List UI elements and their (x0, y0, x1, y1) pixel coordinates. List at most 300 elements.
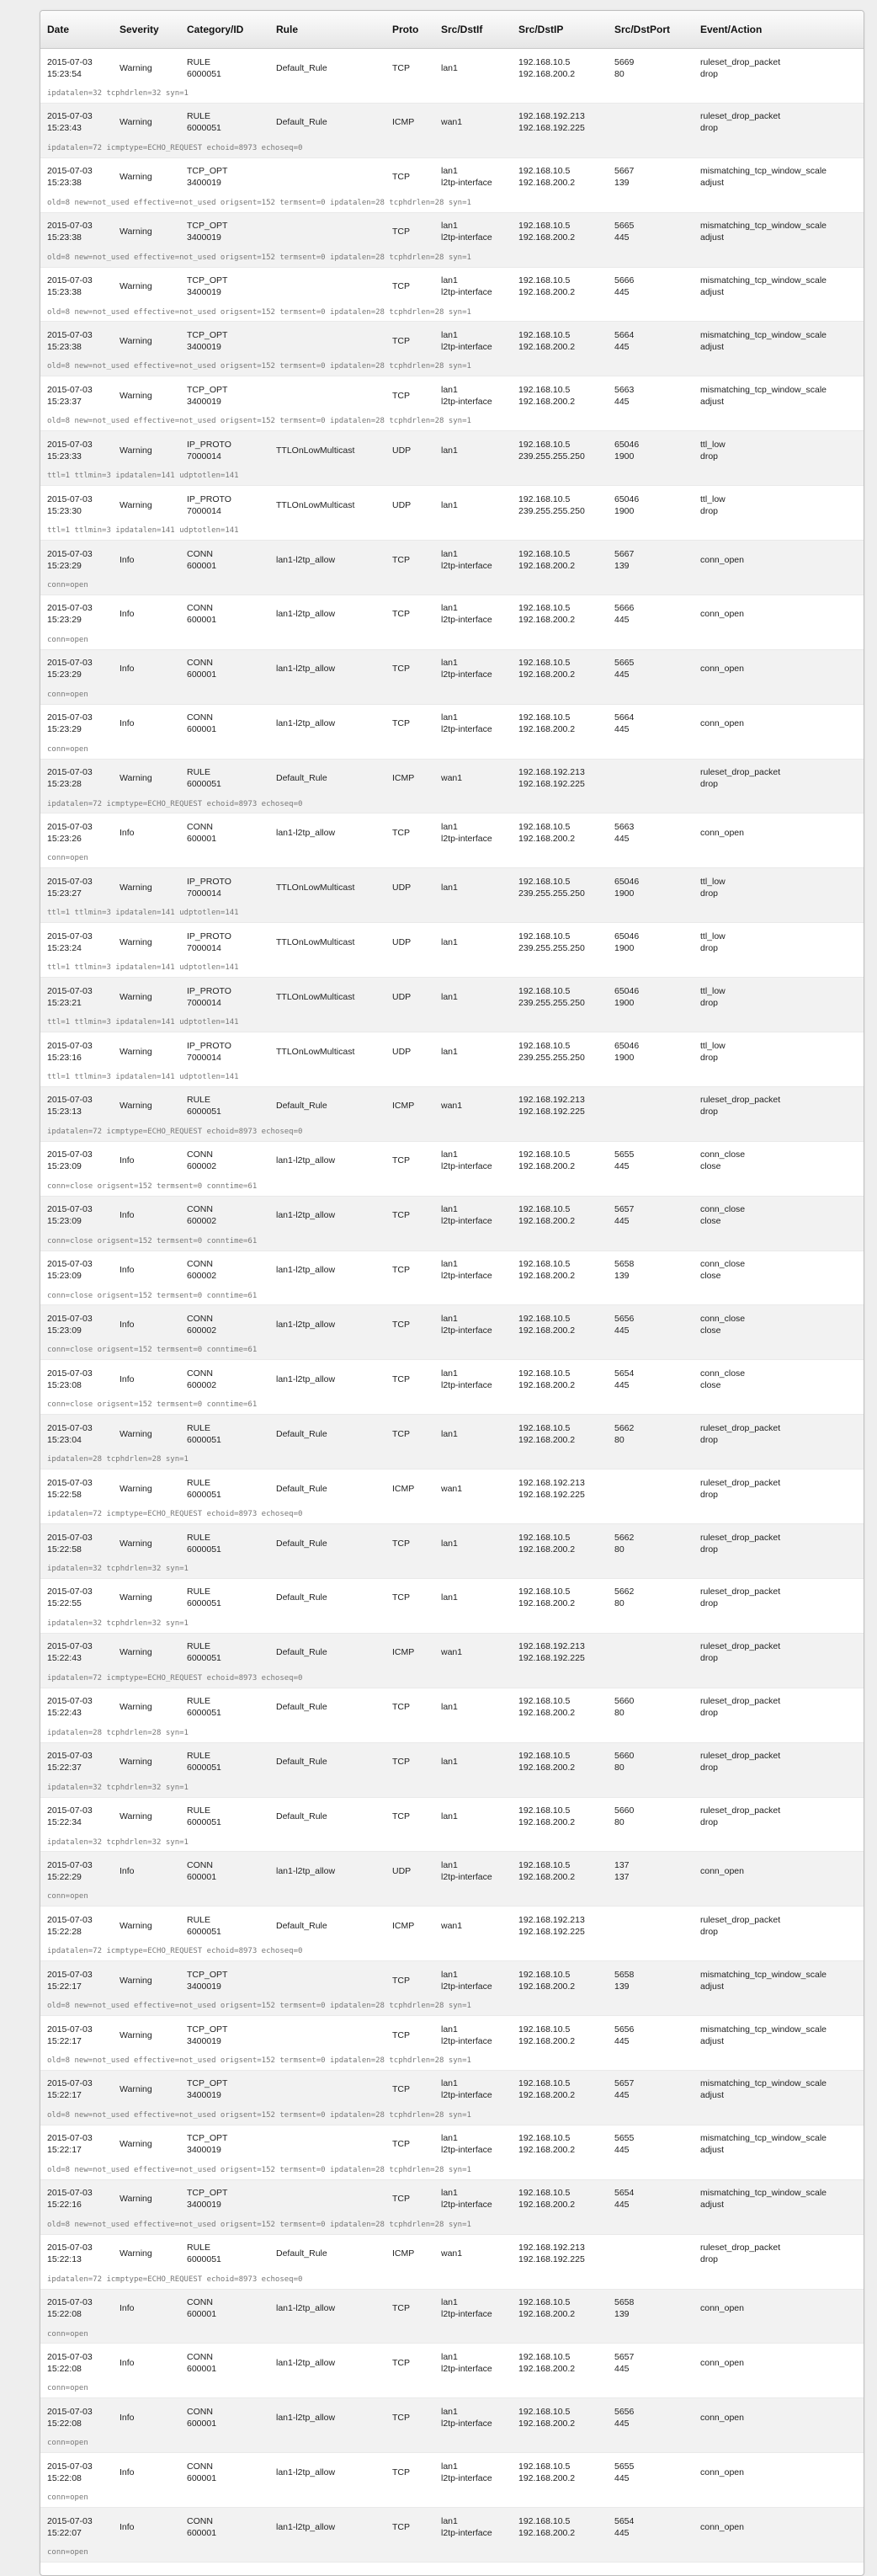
cell-port-secondary: 1900 (614, 997, 635, 1008)
cell-event-primary: ttl_low (700, 876, 726, 887)
cell-ip (512, 2515, 608, 2539)
cell-severity: Warning (120, 172, 152, 183)
cell-ip (512, 384, 608, 408)
table-row[interactable] (40, 868, 864, 923)
cell-severity: Warning (120, 390, 152, 401)
cell-date-primary: 2015-07-03 (47, 2078, 93, 2089)
cell-proto: ICMP (392, 1101, 415, 1112)
cell-interface (434, 499, 512, 511)
cell-event-primary: mismatching_tcp_window_scale (700, 329, 827, 340)
table-row[interactable] (40, 49, 864, 104)
cell-ip-primary: 192.168.10.5 (518, 221, 571, 232)
cell-event-primary: ttl_low (700, 439, 726, 450)
cell-port-primary: 5656 (614, 1313, 635, 1324)
cell-ip-secondary: 192.168.200.2 (518, 287, 576, 298)
cell-interface-primary: lan1 (441, 548, 458, 559)
cell-ip-primary: 192.168.10.5 (518, 1422, 571, 1433)
cell-event-primary: ruleset_drop_packet (700, 1422, 781, 1433)
cell-proto: TCP (392, 1975, 410, 1986)
cell-proto: TCP (392, 335, 410, 346)
cell-event-primary: ttl_low (700, 985, 726, 996)
cell-date-primary: 2015-07-03 (47, 1422, 93, 1433)
table-row[interactable] (40, 1360, 864, 1415)
cell-date-primary: 2015-07-03 (47, 111, 93, 122)
cell-date-secondary: 15:23:43 (47, 123, 82, 134)
cell-interface (434, 936, 512, 948)
cell-event-secondary: adjust (700, 2035, 725, 2046)
table-row[interactable] (40, 2453, 864, 2508)
cell-date-primary: 2015-07-03 (47, 931, 93, 941)
cell-severity: Info (120, 2467, 135, 2477)
cell-port-primary: 5658 (614, 1969, 635, 1980)
cell-interface (434, 1313, 512, 1336)
cell-interface (434, 116, 512, 128)
cell-ip (512, 1368, 608, 1391)
cell-ip (512, 2406, 608, 2429)
table-row[interactable] (40, 2290, 864, 2344)
cell-category (180, 1859, 269, 1883)
cell-ip-secondary: 192.168.200.2 (518, 1161, 576, 1172)
table-row[interactable] (40, 158, 864, 213)
cell-date-primary: 2015-07-03 (47, 221, 93, 232)
cell-port-secondary: 1900 (614, 888, 635, 899)
cell-interface (434, 1538, 512, 1549)
cell-port-primary: 5657 (614, 2078, 635, 2089)
row-detail: old=8 new=not_used effective=not_used origsent=152 termsent=0 ipdatalen=28 tcphdrlen=28 syn=1 (47, 2165, 471, 2174)
cell-event-secondary: drop (700, 2254, 719, 2265)
cell-date (40, 2351, 113, 2375)
cell-category (180, 2077, 269, 2101)
table-row[interactable] (40, 541, 864, 595)
table-row[interactable] (40, 2344, 864, 2398)
cell-event-secondary: drop (700, 1544, 719, 1555)
cell-event (694, 1203, 864, 1227)
table-row[interactable] (40, 1087, 864, 1142)
cell-severity: Warning (120, 1920, 152, 1931)
table-row[interactable] (40, 1634, 864, 1688)
table-body (40, 49, 864, 2563)
cell-severity: Warning (120, 1483, 152, 1494)
cell-date-secondary: 15:22:17 (47, 2090, 82, 2101)
cell-ip (512, 712, 608, 735)
cell-rule: lan1-l2tp_allow (276, 2467, 336, 2477)
cell-event-secondary: drop (700, 888, 719, 899)
cell-ip-primary: 192.168.192.213 (518, 2243, 585, 2253)
cell-ip-primary: 192.168.10.5 (518, 548, 571, 559)
cell-interface (434, 1258, 512, 1282)
cell-severity: Warning (120, 1592, 152, 1603)
cell-port-primary: 5667 (614, 166, 635, 177)
cell-ip (512, 931, 608, 954)
cell-interface-primary: lan1 (441, 1428, 458, 1439)
cell-interface (434, 548, 512, 572)
table-row[interactable] (40, 1415, 864, 1469)
cell-event (694, 1914, 864, 1938)
column-header-severity[interactable]: Severity (120, 24, 159, 35)
cell-date (40, 985, 113, 1009)
cell-interface-primary: lan1 (441, 1811, 458, 1821)
cell-ip (512, 1477, 608, 1501)
cell-category (180, 2351, 269, 2375)
cell-event-secondary: drop (700, 1598, 719, 1609)
cell-proto: TCP (392, 554, 410, 565)
cell-date-secondary: 15:22:17 (47, 2145, 82, 2156)
cell-ip (512, 1094, 608, 1117)
cell-interface-primary: lan1 (441, 1204, 458, 1215)
cell-event-secondary: drop (700, 1817, 719, 1827)
cell-interface (434, 1646, 512, 1658)
table-row[interactable] (40, 1579, 864, 1634)
table-row[interactable] (40, 2071, 864, 2125)
cell-category-primary: RULE (187, 2243, 211, 2253)
cell-event-primary: mismatching_tcp_window_scale (700, 2188, 827, 2199)
table-row[interactable] (40, 1305, 864, 1360)
cell-interface (434, 2187, 512, 2211)
cell-category (180, 1422, 269, 1446)
table-row[interactable] (40, 1688, 864, 1743)
cell-event (694, 1695, 864, 1719)
cell-port-secondary: 445 (614, 287, 630, 298)
cell-port-secondary: 1900 (614, 451, 635, 461)
cell-interface (434, 1859, 512, 1883)
cell-interface (434, 1046, 512, 1058)
cell-event (694, 493, 864, 517)
row-detail: old=8 new=not_used effective=not_used origsent=152 termsent=0 ipdatalen=28 tcphdrlen=28 syn=1 (47, 198, 471, 207)
table-row[interactable] (40, 650, 864, 705)
cell-port-secondary: 137 (614, 1871, 630, 1882)
cell-severity: Info (120, 1865, 135, 1876)
row-detail: ipdatalen=32 tcphdrlen=32 syn=1 (47, 89, 189, 98)
cell-ip-secondary: 192.168.200.2 (518, 833, 576, 844)
cell-date-secondary: 15:23:08 (47, 1379, 82, 1390)
column-header-date[interactable]: Date (47, 24, 70, 35)
table-row[interactable] (40, 104, 864, 158)
cell-port (608, 602, 694, 626)
cell-category-secondary: 6000051 (187, 1107, 221, 1117)
cell-category-secondary: 3400019 (187, 2035, 221, 2046)
table-row[interactable] (40, 2016, 864, 2071)
column-header-ip[interactable]: Src/DstIP (518, 24, 564, 35)
cell-rule: TTLOnLowMulticast (276, 499, 355, 510)
cell-ip (512, 2024, 608, 2047)
cell-ip (512, 2077, 608, 2101)
cell-ip (512, 1258, 608, 1282)
cell-proto: ICMP (392, 1483, 415, 1494)
cell-proto: ICMP (392, 773, 415, 784)
cell-interface (434, 62, 512, 74)
table-row[interactable] (40, 595, 864, 650)
cell-category-primary: IP_PROTO (187, 1040, 231, 1051)
cell-category-primary: TCP_OPT (187, 329, 228, 340)
cell-category-secondary: 6000051 (187, 123, 221, 134)
cell-date-primary: 2015-07-03 (47, 1969, 93, 1980)
cell-interface-secondary: l2tp-interface (441, 1216, 492, 1227)
table-row[interactable] (40, 1251, 864, 1306)
cell-proto: UDP (392, 499, 412, 510)
cell-category-primary: TCP_OPT (187, 275, 228, 286)
cell-port (608, 1969, 694, 1992)
cell-category (180, 931, 269, 954)
cell-ip-primary: 192.168.10.5 (518, 1313, 571, 1324)
cell-ip-secondary: 192.168.200.2 (518, 2145, 576, 2156)
cell-ip (512, 1203, 608, 1227)
cell-rule: TTLOnLowMulticast (276, 1046, 355, 1057)
cell-ip-primary: 192.168.10.5 (518, 56, 571, 67)
column-header-proto[interactable]: Proto (392, 24, 419, 35)
cell-event-primary: ruleset_drop_packet (700, 1914, 781, 1925)
cell-category-secondary: 6000051 (187, 2254, 221, 2265)
cell-interface-primary: lan1 (441, 821, 458, 832)
cell-port-primary: 5663 (614, 384, 635, 395)
cell-port (608, 821, 694, 845)
cell-date (40, 1040, 113, 1064)
table-row[interactable] (40, 813, 864, 868)
cell-category-primary: RULE (187, 1914, 211, 1925)
cell-date-secondary: 15:23:09 (47, 1325, 82, 1336)
cell-date-secondary: 15:23:24 (47, 942, 82, 953)
cell-severity: Warning (120, 936, 152, 947)
cell-rule: TTLOnLowMulticast (276, 882, 355, 893)
table-row[interactable] (40, 1032, 864, 1087)
table-row[interactable] (40, 1142, 864, 1197)
cell-interface (434, 2024, 512, 2047)
cell-ip (512, 493, 608, 517)
cell-category-secondary: 3400019 (187, 232, 221, 243)
table-row[interactable] (40, 376, 864, 431)
cell-event-secondary: adjust (700, 2200, 725, 2211)
cell-category-primary: TCP_OPT (187, 2188, 228, 2199)
cell-port (608, 1258, 694, 1282)
cell-event-secondary: close (700, 1271, 721, 1282)
cell-rule: Default_Rule (276, 1428, 327, 1439)
cell-category-secondary: 7000014 (187, 942, 221, 953)
row-detail: conn=open (47, 2548, 88, 2557)
cell-event-secondary: drop (700, 123, 719, 134)
cell-proto: TCP (392, 62, 410, 73)
cell-ip (512, 275, 608, 298)
cell-ip (512, 1586, 608, 1609)
cell-interface (434, 821, 512, 845)
cell-rule: lan1-l2tp_allow (276, 664, 336, 675)
column-header-port[interactable]: Src/DstPort (614, 24, 671, 35)
column-header-category[interactable]: Category/ID (187, 24, 244, 35)
table-row[interactable] (40, 1469, 864, 1524)
cell-interface-secondary: l2tp-interface (441, 2309, 492, 2320)
table-row[interactable] (40, 2125, 864, 2180)
cell-category (180, 2187, 269, 2211)
table-row[interactable] (40, 322, 864, 376)
cell-category-secondary: 6000051 (187, 68, 221, 79)
cell-ip (512, 1149, 608, 1172)
cell-port-secondary: 80 (614, 1434, 625, 1445)
table-row[interactable] (40, 268, 864, 323)
column-header-rule[interactable]: Rule (276, 24, 299, 35)
cell-date-primary: 2015-07-03 (47, 1532, 93, 1543)
cell-category-secondary: 600002 (187, 1379, 217, 1390)
table-row[interactable] (40, 431, 864, 486)
table-row[interactable] (40, 1743, 864, 1798)
table-row[interactable] (40, 978, 864, 1032)
cell-interface (434, 1592, 512, 1603)
cell-event (694, 384, 864, 408)
cell-date (40, 1586, 113, 1609)
cell-date-primary: 2015-07-03 (47, 767, 93, 778)
table-row[interactable] (40, 1961, 864, 2016)
cell-rule: Default_Rule (276, 1702, 327, 1713)
cell-proto: TCP (392, 2084, 410, 2095)
table-row[interactable] (40, 1798, 864, 1853)
cell-category-secondary: 6000051 (187, 1598, 221, 1609)
cell-category (180, 384, 269, 408)
table-row[interactable] (40, 1197, 864, 1251)
cell-interface-secondary: l2tp-interface (441, 178, 492, 189)
table-row[interactable] (40, 1907, 864, 1961)
column-header-event[interactable]: Event/Action (700, 24, 763, 35)
cell-category-primary: RULE (187, 56, 211, 67)
cell-ip-primary: 192.168.10.5 (518, 2188, 571, 2199)
table-row[interactable] (40, 2398, 864, 2453)
cell-rule: Default_Rule (276, 1101, 327, 1112)
row-detail: ipdatalen=72 icmptype=ECHO_REQUEST echoid=8973 echoseq=0 (47, 1947, 303, 1956)
cell-category-secondary: 600001 (187, 2418, 217, 2429)
cell-event (694, 1805, 864, 1828)
table-row[interactable] (40, 1852, 864, 1907)
cell-port (608, 1805, 694, 1828)
cell-severity: Warning (120, 1538, 152, 1549)
cell-proto: UDP (392, 1865, 412, 1876)
cell-date (40, 2406, 113, 2429)
log-table-panel (40, 10, 864, 2576)
cell-port-primary: 5655 (614, 2461, 635, 2472)
table-row[interactable] (40, 1524, 864, 1579)
cell-port-primary: 5655 (614, 1149, 635, 1160)
cell-interface-primary: wan1 (441, 773, 463, 784)
cell-severity: Info (120, 2412, 135, 2423)
cell-proto: UDP (392, 936, 412, 947)
cell-severity: Info (120, 718, 135, 729)
cell-date (40, 1203, 113, 1227)
cell-event (694, 1477, 864, 1501)
cell-interface (434, 1368, 512, 1391)
cell-port (608, 56, 694, 80)
row-detail: ipdatalen=28 tcphdrlen=28 syn=1 (47, 1455, 189, 1464)
cell-interface-primary: lan1 (441, 1259, 458, 1270)
table-row[interactable] (40, 486, 864, 541)
table-row[interactable] (40, 2508, 864, 2563)
cell-port (608, 1422, 694, 1446)
column-header-interface[interactable]: Src/DstIf (441, 24, 483, 35)
cell-port (608, 985, 694, 1009)
cell-interface-secondary: l2tp-interface (441, 2145, 492, 2156)
cell-ip (512, 1422, 608, 1446)
cell-interface (434, 1701, 512, 1713)
cell-date-primary: 2015-07-03 (47, 1751, 93, 1762)
cell-event-secondary: adjust (700, 232, 725, 243)
cell-rule: lan1-l2tp_allow (276, 2521, 336, 2532)
cell-category-secondary: 600001 (187, 833, 217, 844)
cell-event-secondary: drop (700, 1052, 719, 1063)
cell-category-secondary: 6000051 (187, 1434, 221, 1445)
cell-category-secondary: 600002 (187, 1271, 217, 1282)
cell-event (694, 1969, 864, 1992)
cell-interface-primary: lan1 (441, 2133, 458, 2144)
cell-ip (512, 2351, 608, 2375)
cell-category (180, 766, 269, 790)
cell-ip-primary: 192.168.10.5 (518, 1696, 571, 1707)
cell-event-secondary: drop (700, 942, 719, 953)
cell-date-primary: 2015-07-03 (47, 1805, 93, 1816)
cell-port (608, 2077, 694, 2101)
cell-event-secondary: drop (700, 68, 719, 79)
cell-category-secondary: 6000051 (187, 1817, 221, 1827)
cell-date-primary: 2015-07-03 (47, 1368, 93, 1379)
cell-category (180, 275, 269, 298)
cell-category (180, 602, 269, 626)
cell-category (180, 1586, 269, 1609)
cell-port-secondary: 445 (614, 2090, 630, 2101)
cell-interface-primary: wan1 (441, 1920, 463, 1931)
cell-interface (434, 2132, 512, 2156)
cell-category-primary: RULE (187, 1532, 211, 1543)
cell-severity: Warning (120, 1757, 152, 1768)
cell-event-primary: mismatching_tcp_window_scale (700, 384, 827, 395)
cell-ip-primary: 192.168.10.5 (518, 985, 571, 996)
cell-category-secondary: 3400019 (187, 178, 221, 189)
row-detail: ttl=1 ttlmin=3 ipdatalen=141 udptotlen=141 (47, 909, 239, 918)
cell-severity: Info (120, 2303, 135, 2314)
table-row[interactable] (40, 213, 864, 268)
cell-interface (434, 445, 512, 456)
cell-port-secondary: 1900 (614, 1052, 635, 1063)
row-detail: old=8 new=not_used effective=not_used origsent=152 termsent=0 ipdatalen=28 tcphdrlen=28 syn=1 (47, 417, 471, 426)
table-row[interactable] (40, 2180, 864, 2235)
table-row[interactable] (40, 705, 864, 760)
cell-date-secondary: 15:23:09 (47, 1161, 82, 1172)
table-row[interactable] (40, 923, 864, 978)
cell-rule: Default_Rule (276, 62, 327, 73)
cell-port (608, 1750, 694, 1773)
cell-rule: Default_Rule (276, 1592, 327, 1603)
row-detail: old=8 new=not_used effective=not_used origsent=152 termsent=0 ipdatalen=28 tcphdrlen=28 syn=1 (47, 253, 471, 262)
cell-event (694, 1586, 864, 1609)
cell-interface-secondary: l2tp-interface (441, 724, 492, 735)
row-detail: ipdatalen=32 tcphdrlen=32 syn=1 (47, 1565, 189, 1574)
cell-rule: Default_Rule (276, 1757, 327, 1768)
cell-port-primary: 5654 (614, 2515, 635, 2526)
cell-date-primary: 2015-07-03 (47, 2406, 93, 2417)
cell-date (40, 165, 113, 189)
cell-severity: Warning (120, 2248, 152, 2259)
table-row[interactable] (40, 2235, 864, 2290)
cell-event (694, 110, 864, 134)
cell-severity: Warning (120, 281, 152, 292)
cell-date-primary: 2015-07-03 (47, 658, 93, 669)
cell-category-primary: CONN (187, 1149, 213, 1160)
cell-rule: TTLOnLowMulticast (276, 991, 355, 1002)
cell-date-secondary: 15:22:17 (47, 1981, 82, 1992)
cell-severity: Info (120, 1319, 135, 1330)
cell-date-secondary: 15:23:29 (47, 615, 82, 626)
cell-proto: TCP (392, 1757, 410, 1768)
table-row[interactable] (40, 760, 864, 814)
cell-event-primary: conn_open (700, 2521, 744, 2532)
cell-date (40, 1149, 113, 1172)
cell-ip-secondary: 192.168.200.2 (518, 1271, 576, 1282)
row-detail: conn=open (47, 1892, 88, 1901)
cell-category (180, 439, 269, 462)
cell-ip-primary: 192.168.10.5 (518, 2133, 571, 2144)
cell-proto: TCP (392, 2303, 410, 2314)
